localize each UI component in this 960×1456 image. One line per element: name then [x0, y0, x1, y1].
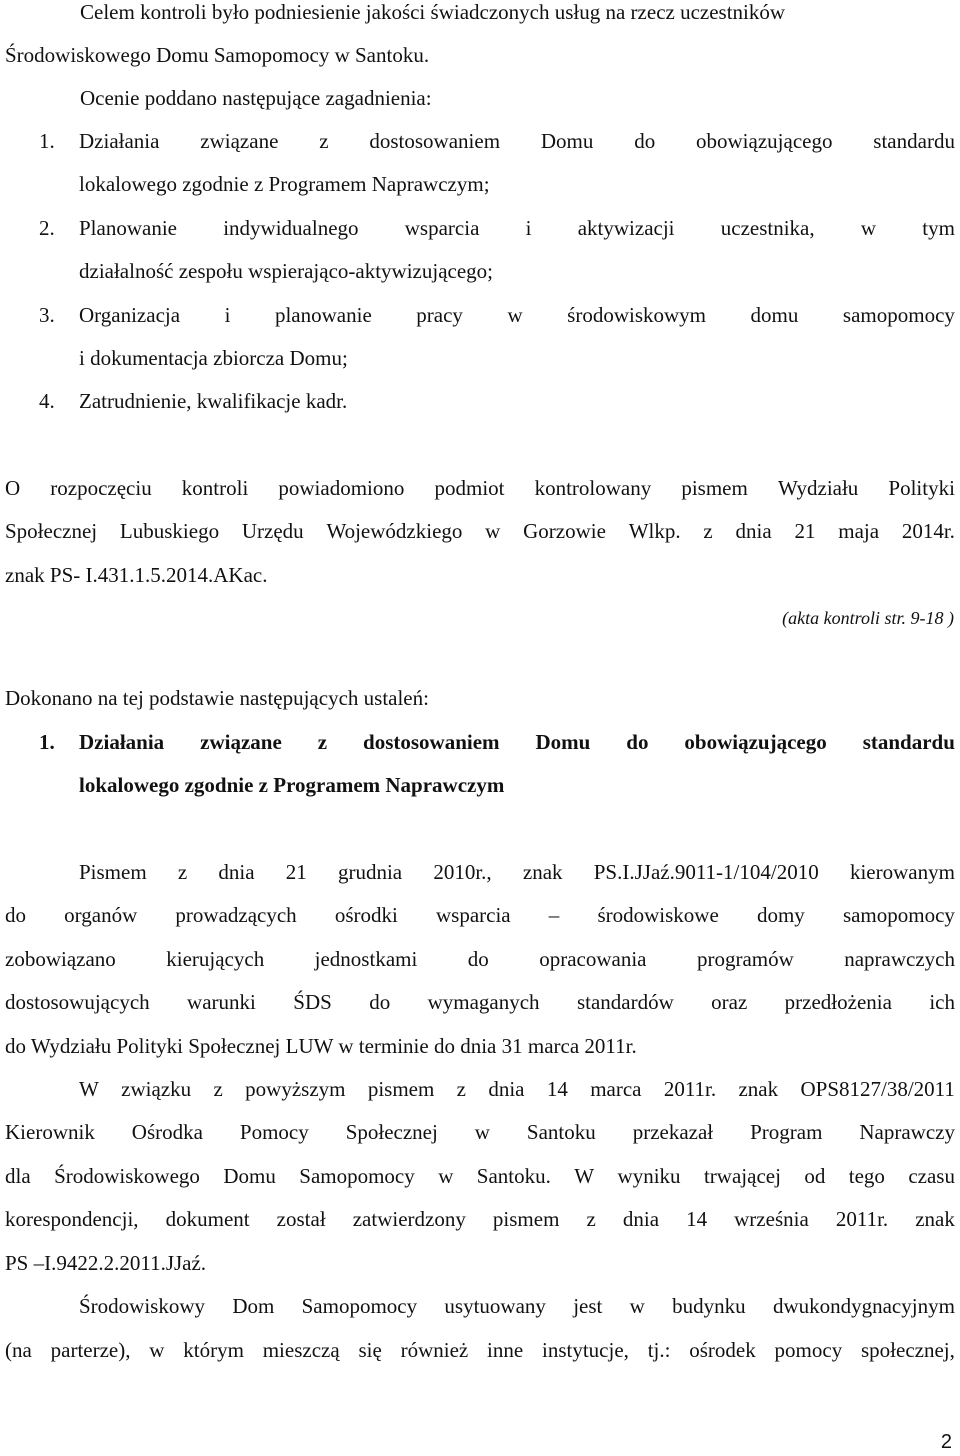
word: związane — [200, 129, 279, 153]
word: znak — [738, 1077, 779, 1101]
word: Program — [750, 1120, 823, 1144]
word: do — [369, 990, 391, 1014]
word: planowanie — [274, 303, 372, 327]
word: 2010r., — [433, 860, 492, 884]
word: Organizacja — [79, 303, 181, 327]
word: Środowiskowego — [54, 1164, 200, 1188]
word: dostosowaniem — [363, 730, 500, 754]
word: Lubuskiego — [119, 519, 220, 543]
word: do — [634, 129, 656, 153]
word: środowiskowym — [567, 303, 707, 327]
para-2-line-3 — [5, 1166, 955, 1187]
para-1-line-1 — [79, 862, 955, 883]
word: z — [213, 1077, 223, 1101]
word: wyniku — [617, 1164, 681, 1188]
word: Domu — [223, 1164, 276, 1188]
para-1-line-3 — [5, 949, 955, 970]
word: dwukondygnacyjnym — [772, 1294, 955, 1318]
word: Działania — [79, 730, 165, 754]
intro-heading: Ocenie poddano następujące zagadnienia: — [80, 86, 432, 110]
word: dnia — [622, 1207, 660, 1231]
word: związku — [121, 1077, 192, 1101]
word: Społecznej — [5, 519, 98, 543]
word: mieszczą — [262, 1338, 340, 1362]
word: organów — [64, 903, 138, 927]
word: w — [149, 1338, 165, 1362]
word: wymaganych — [427, 990, 540, 1014]
word: obowiązującego — [696, 129, 833, 153]
word: się — [358, 1338, 382, 1362]
notice-line-2 — [5, 521, 955, 542]
word: samopomocy — [842, 303, 955, 327]
word: tym — [922, 216, 955, 240]
word: 21 — [794, 519, 816, 543]
word: którym — [183, 1338, 244, 1362]
word: pismem — [492, 1207, 560, 1231]
word: W — [574, 1164, 595, 1188]
word: i — [224, 303, 231, 327]
word: indywidualnego — [223, 216, 359, 240]
notice-line-1 — [5, 478, 955, 499]
word: Pismem — [79, 860, 147, 884]
word: wsparcia — [436, 903, 511, 927]
word: powiadomiono — [278, 476, 405, 500]
word: w — [629, 1294, 645, 1318]
word: OPS8127/38/2011 — [800, 1077, 955, 1101]
word: Samopomocy — [299, 1164, 415, 1188]
word: wsparcia — [404, 216, 480, 240]
word: marca — [590, 1077, 642, 1101]
word: Santoku — [526, 1120, 596, 1144]
word: został — [276, 1207, 326, 1231]
word: pomocy — [774, 1338, 843, 1362]
word: obowiązującego — [684, 730, 827, 754]
word: do — [467, 947, 489, 971]
word: w — [485, 519, 501, 543]
word: zatwierdzony — [352, 1207, 466, 1231]
word: od — [804, 1164, 826, 1188]
word: prowadzących — [175, 903, 297, 927]
word: w — [860, 216, 877, 240]
para-1-line-5: do Wydziału Polityki Społecznej LUW w terminie do dnia 31 marca 2011r. — [5, 1034, 637, 1058]
word: 14 — [546, 1077, 568, 1101]
word: Wojewódzkiego — [326, 519, 463, 543]
word: PS.I.JJaź.9011-1/104/2010 — [593, 860, 819, 884]
word: warunki — [187, 990, 256, 1014]
findings-heading: Dokonano na tej podstawie następujących ustaleń: — [5, 686, 429, 710]
word: jednostkami — [314, 947, 418, 971]
word: Domu — [540, 129, 594, 153]
word: środowiskowe — [597, 903, 719, 927]
para-2-line-2 — [5, 1122, 955, 1143]
word: dostosowaniem — [369, 129, 501, 153]
word: kontroli — [181, 476, 249, 500]
word: 2011r. — [663, 1077, 717, 1101]
word: standardu — [873, 129, 955, 153]
word: podmiot — [434, 476, 505, 500]
section-1-title-line-1 — [79, 732, 955, 753]
word: instytucje, — [541, 1338, 629, 1362]
word: ich — [929, 990, 955, 1014]
word: oraz — [711, 990, 748, 1014]
word: z — [703, 519, 713, 543]
word: Społecznej — [345, 1120, 438, 1144]
topic-1-line-2: lokalowego zgodnie z Programem Naprawczym; — [79, 172, 490, 196]
word: jest — [573, 1294, 603, 1318]
word: trwającej — [703, 1164, 781, 1188]
word: Ośrodka — [131, 1120, 203, 1144]
word: Samopomocy — [301, 1294, 418, 1318]
word: znak — [915, 1207, 955, 1231]
word: aktywizacji — [577, 216, 675, 240]
word: dnia — [488, 1077, 525, 1101]
word: również — [400, 1338, 469, 1362]
word: – — [548, 903, 560, 927]
word: O — [5, 476, 21, 500]
word: Pomocy — [239, 1120, 309, 1144]
word: z — [586, 1207, 596, 1231]
para-2-line-5: PS –I.9422.2.2011.JJaź. — [5, 1251, 207, 1275]
word: programów — [696, 947, 794, 971]
word: standardu — [862, 730, 955, 754]
word: Wydziału — [777, 476, 859, 500]
word: w — [507, 303, 523, 327]
word: budynku — [672, 1294, 746, 1318]
word: pismem — [367, 1077, 435, 1101]
word: z — [456, 1077, 466, 1101]
word: (na — [5, 1338, 32, 1362]
word: 2014r. — [901, 519, 955, 543]
para-2-line-4 — [5, 1209, 955, 1230]
word: z — [319, 129, 329, 153]
word: tego — [848, 1164, 885, 1188]
word: powyższym — [245, 1077, 346, 1101]
topic-3-line-1 — [79, 305, 955, 326]
word: do — [626, 730, 649, 754]
word: opracowania — [539, 947, 647, 971]
para-1-line-2 — [5, 905, 955, 926]
word: 21 — [285, 860, 307, 884]
section-number: 1. — [39, 730, 55, 754]
word: Kierownik — [5, 1120, 95, 1144]
word: września — [734, 1207, 809, 1231]
word: usytuowany — [444, 1294, 546, 1318]
word: uczestnika, — [720, 216, 815, 240]
topic-2-line-1 — [79, 218, 955, 239]
word: dnia — [218, 860, 255, 884]
word: Działania — [79, 129, 160, 153]
word: przekazał — [632, 1120, 714, 1144]
word: grudnia — [337, 860, 403, 884]
word: parterze), — [50, 1338, 131, 1362]
word: Polityki — [888, 476, 955, 500]
section-1-title-line-2: lokalowego zgodnie z Programem Naprawczym — [79, 773, 505, 797]
word: 2011r. — [835, 1207, 889, 1231]
word: Dom — [232, 1294, 275, 1318]
word: pracy — [416, 303, 463, 327]
intro-line-2: Środowiskowego Domu Samopomocy w Santoku. — [5, 43, 430, 67]
word: w — [438, 1164, 454, 1188]
word: samopomocy — [842, 903, 955, 927]
word: do — [5, 903, 26, 927]
word: dnia — [735, 519, 772, 543]
word: Wlkp. — [628, 519, 681, 543]
word: rozpoczęciu — [50, 476, 152, 500]
para-3-line-2 — [5, 1340, 955, 1361]
word: inne — [487, 1338, 524, 1362]
word: ośrodki — [334, 903, 398, 927]
word: Gorzowie — [523, 519, 606, 543]
word: Naprawczy — [859, 1120, 955, 1144]
word: w — [474, 1120, 490, 1144]
word: Santoku. — [476, 1164, 551, 1188]
word: pismem — [681, 476, 748, 500]
word: naprawczych — [844, 947, 955, 971]
word: społecznej, — [861, 1338, 955, 1362]
page-number: 2 — [940, 1431, 952, 1453]
word: tj.: — [647, 1338, 671, 1362]
word: ŚDS — [293, 990, 332, 1014]
word: dostosowujących — [5, 990, 150, 1014]
intro-line-1: Celem kontroli było podniesienie jakości świadczonych usług na rzecz uczestników — [80, 0, 786, 24]
word: znak — [522, 860, 563, 884]
para-1-line-4 — [5, 992, 955, 1013]
word: ośrodek — [689, 1338, 756, 1362]
word: z — [177, 860, 188, 884]
topic-4-line-1: Zatrudnienie, kwalifikacje kadr. — [79, 389, 348, 413]
word: kontrolowany — [534, 476, 652, 500]
topic-3-line-2: i dokumentacja zbiorcza Domu; — [79, 346, 348, 370]
files-reference: (akta kontroli str. 9-18 ) — [782, 608, 954, 628]
topic-number: 1. — [39, 129, 55, 153]
word: kierujących — [166, 947, 265, 971]
word: Środowiskowy — [79, 1294, 206, 1318]
word: czasu — [908, 1164, 955, 1188]
topic-2-line-2: działalność zespołu wspierająco-aktywizującego; — [79, 259, 493, 283]
notice-line-3: znak PS- I.431.1.5.2014.AKac. — [5, 563, 268, 587]
topic-1-line-1 — [79, 131, 955, 152]
word: i — [525, 216, 532, 240]
word: dokument — [165, 1207, 250, 1231]
topic-number: 3. — [39, 303, 55, 327]
word: korespondencji, — [5, 1207, 139, 1231]
word: Urzędu — [241, 519, 304, 543]
word: Domu — [535, 730, 591, 754]
para-3-line-1 — [79, 1296, 955, 1317]
word: maja — [838, 519, 880, 543]
word: domu — [750, 303, 799, 327]
para-2-line-1 — [79, 1079, 955, 1100]
word: dla — [5, 1164, 31, 1188]
word: z — [317, 730, 328, 754]
word: Planowanie — [79, 216, 177, 240]
word: zobowiązano — [5, 947, 116, 971]
word: przedłożenia — [784, 990, 892, 1014]
word: kierowanym — [849, 860, 955, 884]
topic-number: 2. — [39, 216, 55, 240]
word: standardów — [576, 990, 674, 1014]
word: związane — [200, 730, 282, 754]
word: W — [79, 1077, 99, 1101]
word: domy — [756, 903, 805, 927]
word: 14 — [686, 1207, 708, 1231]
topic-number: 4. — [39, 389, 55, 413]
